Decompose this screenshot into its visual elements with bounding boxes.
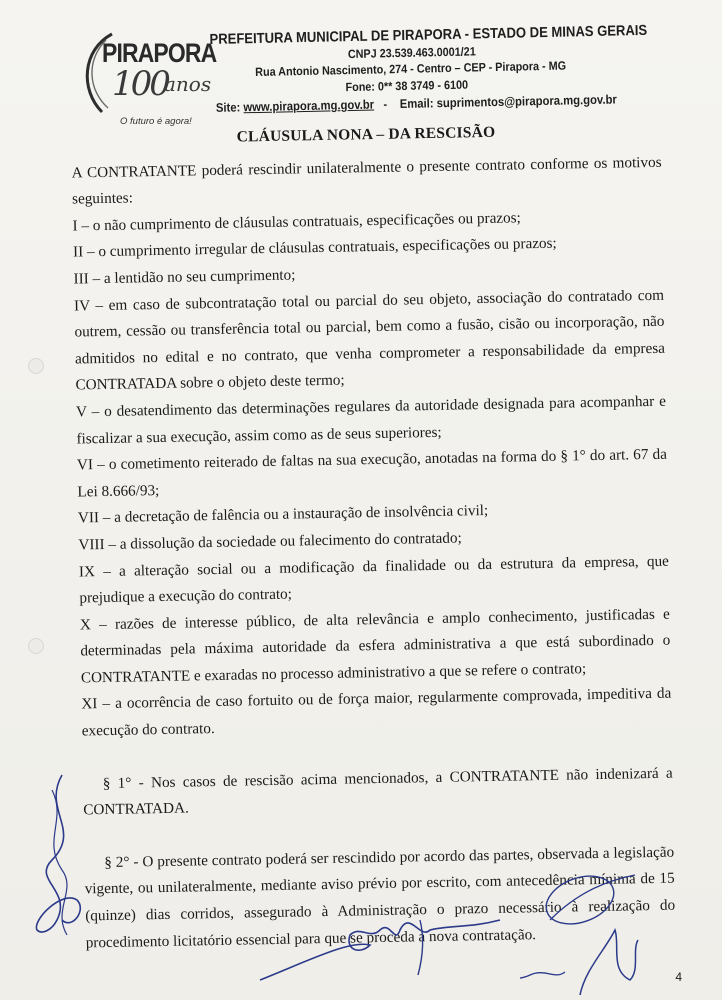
clause-item: VI – o cometimento reiterado de faltas na sua execução, anotadas na forma do § 1° do art. 67 da Lei 8.666/93; (76, 445, 668, 501)
org-title: PREFEITURA MUNICIPAL DE PIRAPORA - ESTADO DE MINAS GERAIS (209, 22, 648, 48)
clause-item: VIII – a dissolução da sociedade ou falecimento do contratado; (78, 529, 462, 554)
clause-item: I – o não cumprimento de cláusulas contratuais, especificações ou prazos; (72, 209, 521, 235)
left-margin-signature (22, 770, 102, 940)
paragraph-1: § 1° - Nos casos de rescisão acima mencionados, a CONTRATANTE não indenizará a CONTRATADA. (83, 764, 673, 819)
clause-item: VII – a decretação de falência ou a instauração de insolvência civil; (77, 502, 489, 527)
clause-item: III – a lentidão no seu cumprimento; (73, 266, 296, 288)
contact-line (216, 92, 617, 114)
logo-anos: anos (164, 72, 212, 96)
clause-item: X – razões de interesse público, de alta relevância e amplo conhecimento, justificadas e determinadas pela máxima autoridade da esfera administrativa a que está subordinado o CONTRATANTE e exaradas no processo administrativo a que se refere o contrato; (79, 605, 671, 687)
punch-hole (28, 358, 44, 374)
email-label: Email: (399, 96, 434, 112)
clause-item: IV – em caso de subcontratação total ou parcial do seu objeto, associação do contratado com outrem, cessão ou transferência total ou parcial, bem como a fusão, cisão ou incorporação, não admitidos no edital e no contrato, que venha comprometer a responsabilidade da empresa CONTRATADA sobre o objeto deste termo; (73, 286, 666, 394)
logo-name: PIRAPORA (102, 38, 217, 68)
address: Rua Antonio Nascimento, 274 - Centro – CEP - Pirapora - MG (255, 58, 567, 80)
letterhead (0, 0, 722, 128)
clause-item: IX – a alteração social ou a modificação da finalidade ou da estrutura da empresa, que prejudique a execução do contrato; (78, 552, 669, 607)
clause-title: CLÁUSULA NONA – DA RESCISÃO (236, 123, 496, 146)
email-link[interactable]: suprimentos@pirapora.mg.gov.br (436, 92, 617, 111)
phone: Fone: 0** 38 3749 - 6100 (345, 77, 469, 95)
document-body (71, 113, 676, 957)
contact-separator: - (383, 97, 388, 112)
clause-item: XI – a ocorrência de caso fortuito ou de força maior, regularmente comprovada, impeditiva da execução do contrato. (81, 685, 672, 740)
site-label: Site: (215, 100, 241, 115)
logo-tagline: O futuro é agora! (120, 116, 192, 127)
bottom-signature (250, 900, 510, 990)
clause-item: II – o cumprimento irregular de cláusulas contratuais, especificações ou prazos; (72, 235, 557, 261)
logo-years: 100 (112, 64, 168, 104)
clause-intro: A CONTRATANTE poderá rescindir unilateralmente o presente contrato conforme os motivos seguintes: (71, 153, 662, 208)
paragraph-2: § 2° - O presente contrato poderá ser rescindido por acordo das partes, observada a legislação vigente, ou unilateralmente, mediante aviso prévio por escrito, com antecedência mínima de 15 (quinze) dias corridos, assegurado à Administração o prazo necessário à realização do procedimento licitatório essencial para que se proceda a nova contratação. (84, 843, 676, 952)
right-signature (520, 860, 660, 1000)
punch-hole (28, 638, 44, 654)
site-link[interactable]: www.pirapora.mg.gov.br (243, 97, 375, 115)
page-number: 4 (675, 970, 682, 984)
cnpj: CNPJ 23.539.463.0001/21 (347, 44, 476, 62)
clause-item: V – o desatendimento das determinações regulares da autoridade designada para acompanhar e fiscalizar a sua execução, assim como as de seus superiores; (75, 392, 667, 448)
